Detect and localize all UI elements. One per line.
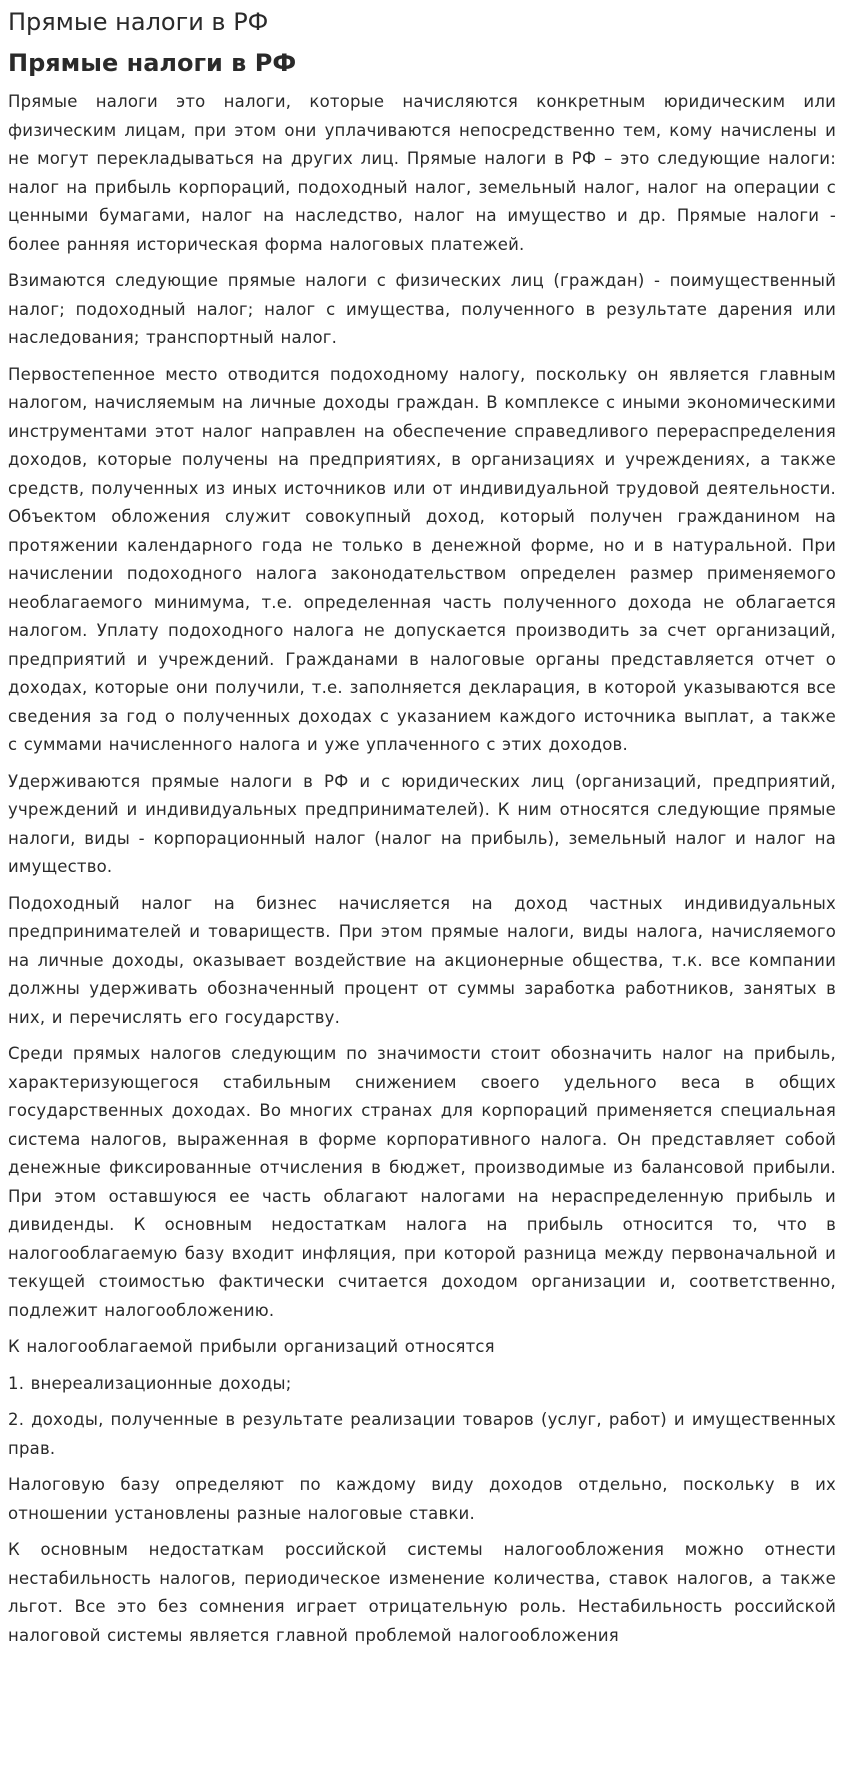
- article-title: Прямые налоги в РФ: [8, 49, 297, 77]
- article-body: [8, 88, 836, 1650]
- paragraph-profit-tax: Среди прямых налогов следующим по значимости стоит обозначить налог на прибыль, характеризующегося стабильным снижением своего удельного веса в общих государственных доходах. Во многих странах для корпораций применяется специальная система налогов, выраженная в форме корпоративного налога. Он представляет собой денежные фиксированные отчисления в бюджет, производимые из балансовой прибыли. При этом оставшуюся ее часть облагают налогами на нераспределенную прибыль и дивиденды. К основным недостаткам налога на прибыль относится то, что в налогооблагаемую базу входит инфляция, при которой разница между первоначальной и текущей стоимостью фактически считается доходом организации и, соответственно, подлежит налогообложению.: [8, 1044, 836, 1320]
- page: [0, 8, 836, 1650]
- paragraph-individuals: Взимаются следующие прямые налоги с физических лиц (граждан) - поимущественный налог; подоходный налог; налог с имущества, полученного в результате дарения или наследования; транспортный налог.: [8, 271, 836, 347]
- paragraph-income-tax: Первостепенное место отводится подоходному налогу, поскольку он является главным налогом, начисляемым на личные доходы граждан. В комплексе с иными экономическими инструментами этот налог направлен на обеспечение справедливого перераспределения доходов, которые получены на предприятиях, в организациях и учреждениях, а также средств, полученных из иных источников или от индивидуальной трудовой деятельности. Объектом обложения служит совокупный доход, который получен гражданином на протяжении календарного года не только в денежной форме, но и в натуральной. При начислении подоходного налога законодательством определен размер применяемого необлагаемого минимума, т.е. определенная часть полученного дохода не облагается налогом. Уплату подоходного налога не допускается производить за счет организаций, предприятий и учреждений. Гражданами в налоговые органы представляется отчет о доходах, которые они получили, т.е. заполняется декларация, в которой указываются все сведения за год о полученных доходах с указанием каждого источника выплат, а также с суммами начисленного налога и уже уплаченного с этих доходов.: [8, 364, 836, 754]
- paragraph-intro: Прямые налоги это налоги, которые начисляются конкретным юридическим или физическим лицам, при этом они уплачиваются непосредственно тем, кому начислены и не могут перекладываться на других лиц. Прямые налоги в РФ – это следующие налоги: налог на прибыль корпораций, подоходный налог, земельный налог, налог на операции с ценными бумагами, налог на наследство, налог на имущество и др. Прямые налоги - более ранняя историческая форма налоговых платежей.: [8, 92, 836, 254]
- list-item-1: 1. внереализационные доходы;: [8, 1373, 292, 1393]
- paragraph-legal-entities: Удерживаются прямые налоги в РФ и с юридических лиц (организаций, предприятий, учреждений и индивидуальных предпринимателей). К ним относятся следующие прямые налоги, виды - корпорационный налог (налог на прибыль), земельный налог и налог на имущество.: [8, 771, 836, 876]
- paragraph-taxable-profit: К налогооблагаемой прибыли организаций относятся: [8, 1337, 495, 1356]
- paragraph-business-income: Подоходный налог на бизнес начисляется на доход частных индивидуальных предпринимателей и товариществ. При этом прямые налоги, виды налога, начисляемого на личные доходы, оказывает воздействие на акционерные общества, т.к. все компании должны удерживать обозначенный процент от суммы заработка работников, занятых в них, и перечислять его государству.: [8, 893, 836, 1027]
- page-heading: Прямые налоги в РФ: [8, 8, 269, 36]
- list-item-2: 2. доходы, полученные в результате реализации товаров (услуг, работ) и имущественных прав.: [8, 1410, 836, 1458]
- paragraph-tax-base: Налоговую базу определяют по каждому виду доходов отдельно, поскольку в их отношении установлены разные налоговые ставки.: [8, 1475, 836, 1523]
- paragraph-shortcomings: К основным недостаткам российской системы налогообложения можно отнести нестабильность налогов, периодическое изменение количества, ставок налогов, а также льгот. Все это без сомнения играет отрицательную роль. Нестабильность российской налоговой системы является главной проблемой налогообложения: [8, 1540, 836, 1645]
